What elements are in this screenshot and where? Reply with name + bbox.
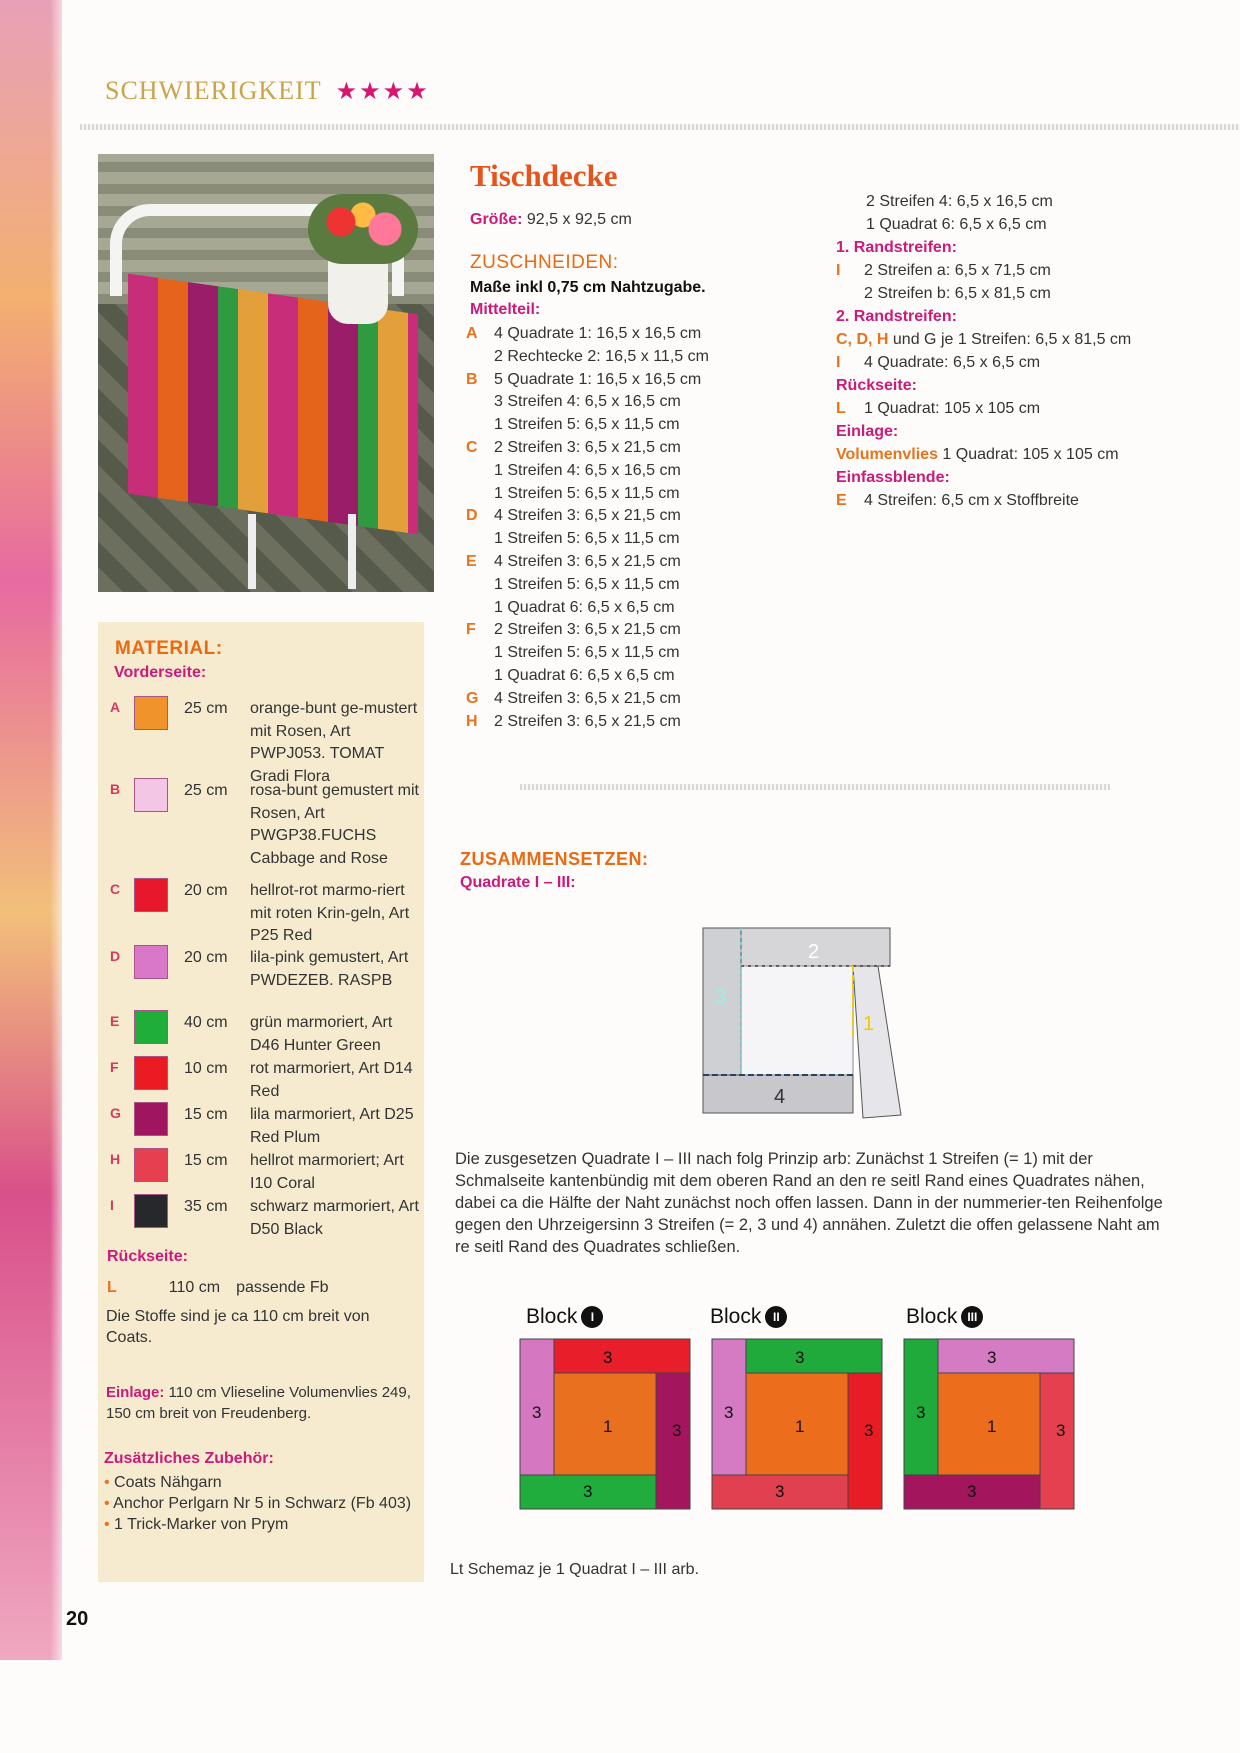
- assembly-text: Die zusgesetzen Quadrate I – III nach folg Prinzip arb: Zunächst 1 Streifen (= 1) mit der Schmalseite kantenbündig mit dem oberen Rand an den re seitl Rand eines Quadrates nähen, dabei ca die Hälfte der Naht zunächst noch offen lassen. Dann in der nummerier-ten Reihenfolge gegen den Uhrzeigersinn 3 Streifen (= 2, 3 und 4) annähen. Zuletzt die offen gelassene Naht am re seitl Rand des Quadrates schließen.: [455, 1150, 1163, 1256]
- block-strip-right: [848, 1373, 882, 1509]
- extras-item: • Anchor Perlgarn Nr 5 in Schwarz (Fb 403): [104, 1495, 412, 1512]
- material-desc: hellrot marmoriert; Art I10 Coral: [250, 1152, 404, 1192]
- cut-line: E 4 Streifen 3: 6,5 x 21,5 cm: [466, 553, 681, 570]
- block-label: Block II: [710, 1305, 787, 1329]
- material-letter: B: [110, 781, 121, 797]
- fabric-swatch: [134, 1148, 168, 1182]
- col2-line: 1 Quadrat 6: 6,5 x 6,5 cm: [866, 216, 1047, 233]
- block-piece-label: 3: [987, 1348, 997, 1367]
- diagram-label-3: 3: [715, 986, 727, 1008]
- insert-note: [106, 1382, 416, 1424]
- material-letter: A: [110, 699, 121, 715]
- material-amount: 15 cm: [184, 1106, 228, 1123]
- top-divider: [80, 124, 1240, 130]
- cut-line: G 4 Streifen 3: 6,5 x 21,5 cm: [466, 689, 681, 707]
- decorative-side-strip: [0, 0, 62, 1660]
- material-back-heading: Rückseite:: [107, 1248, 188, 1265]
- border2-heading: 2. Randstreifen:: [836, 308, 957, 325]
- block-piece-label: 3: [724, 1403, 734, 1422]
- binding-line: E 4 Streifen: 6,5 cm x Stoffbreite: [836, 492, 1079, 509]
- material-back-desc: passende Fb: [236, 1279, 329, 1296]
- cut-line: 1 Streifen 5: 6,5 x 11,5 cm: [494, 416, 680, 434]
- border1-heading: 1. Randstreifen:: [836, 239, 957, 256]
- block-label: Block III: [906, 1305, 983, 1329]
- difficulty-label: SCHWIERIGKEIT: [105, 76, 322, 105]
- fabric-swatch: [134, 1010, 168, 1044]
- block-strip-top: [938, 1339, 1074, 1373]
- cut-line: C 2 Streifen 3: 6,5 x 21,5 cm: [466, 439, 681, 456]
- border2-line: I 4 Quadrate: 6,5 x 6,5 cm: [836, 354, 1041, 371]
- block-strip-top: [746, 1339, 882, 1373]
- block-piece-label: 1: [603, 1417, 613, 1436]
- mid-divider: [520, 784, 1110, 790]
- size-value: 92,5 x 92,5 cm: [526, 211, 632, 228]
- cut-line: 3 Streifen 4: 6,5 x 16,5 cm: [494, 393, 681, 411]
- size-label: Größe:: [470, 211, 523, 228]
- fabric-swatch: [134, 1056, 168, 1090]
- difficulty-header: [105, 76, 430, 106]
- material-amount: 35 cm: [184, 1198, 228, 1215]
- front-heading: Vorderseite:: [114, 664, 207, 681]
- block-piece-label: 3: [583, 1482, 593, 1501]
- footer-text: Lt Schemaz je 1 Quadrat I – III arb.: [450, 1561, 700, 1578]
- cut-line: H 2 Streifen 3: 6,5 x 21,5 cm: [466, 712, 681, 730]
- material-desc: schwarz marmoriert, Art D50 Black: [250, 1198, 419, 1238]
- center-heading: Mittelteil:: [470, 301, 541, 318]
- cut-line: 1 Streifen 5: 6,5 x 11,5 cm: [494, 644, 680, 662]
- block-piece-label: 3: [916, 1403, 926, 1422]
- fabric-swatch: [134, 778, 168, 812]
- block-label: Block I: [526, 1305, 603, 1329]
- binding-heading: Einfassblende:: [836, 469, 950, 486]
- cut-line: 1 Streifen 5: 6,5 x 11,5 cm: [494, 530, 680, 548]
- material-desc: hellrot-rot marmo-riert mit roten Krin-geln, Art P25 Red: [250, 882, 410, 944]
- photo-table-leg: [248, 514, 256, 589]
- material-amount: 10 cm: [184, 1060, 228, 1077]
- cut-line: F 2 Streifen 3: 6,5 x 21,5 cm: [466, 621, 681, 639]
- cut-line: 1 Streifen 5: 6,5 x 11,5 cm: [494, 484, 680, 502]
- block-2: [710, 1337, 884, 1511]
- fabric-swatch: [134, 1102, 168, 1136]
- block-piece-label: 3: [1056, 1421, 1066, 1440]
- back-heading: Rückseite:: [836, 377, 917, 394]
- diagram-label-1: 1: [863, 1013, 875, 1035]
- insert-label: Einlage:: [106, 1384, 165, 1401]
- block-piece-label: 3: [603, 1348, 613, 1367]
- material-desc: rosa-bunt gemustert mit Rosen, Art PWGP38.FUCHS Cabbage and Rose: [250, 782, 419, 867]
- assembly-diagram: [700, 925, 910, 1125]
- diagram-label-4: 4: [774, 1086, 786, 1108]
- border1-line: 2 Streifen b: 6,5 x 81,5 cm: [864, 285, 1051, 302]
- photo-table-leg: [348, 514, 356, 589]
- block-1: [518, 1337, 692, 1511]
- material-letter: I: [110, 1197, 114, 1213]
- material-amount: 20 cm: [184, 949, 228, 966]
- material-amount: 40 cm: [184, 1014, 228, 1031]
- col2-line: 2 Streifen 4: 6,5 x 16,5 cm: [866, 193, 1053, 210]
- material-desc: grün marmoriert, Art D46 Hunter Green: [250, 1014, 393, 1054]
- material-amount: 25 cm: [184, 782, 228, 799]
- size-line: [470, 208, 632, 231]
- block-piece-label: 1: [795, 1417, 805, 1436]
- page-title: Tischdecke: [470, 158, 618, 193]
- cut-line: D 4 Streifen 3: 6,5 x 21,5 cm: [466, 507, 681, 525]
- extras-item: • 1 Trick-Marker von Prym: [104, 1516, 289, 1533]
- cut-line: 1 Quadrat 6: 6,5 x 6,5 cm: [494, 667, 675, 684]
- material-desc: lila marmoriert, Art D25 Red Plum: [250, 1106, 414, 1146]
- material-letter: C: [110, 881, 121, 897]
- cut-note: Maße inkl 0,75 cm Nahtzugabe.: [470, 279, 706, 296]
- cut-heading: ZUSCHNEIDEN:: [470, 252, 619, 273]
- cut-line: A 4 Quadrate 1: 16,5 x 16,5 cm: [466, 325, 702, 342]
- block-strip-right: [656, 1373, 690, 1509]
- material-back-letter: L: [107, 1279, 117, 1296]
- difficulty-stars: ★★★★: [335, 79, 430, 105]
- block-piece-label: 3: [795, 1348, 805, 1367]
- material-letter: E: [110, 1013, 120, 1029]
- cut-line: 1 Quadrat 6: 6,5 x 6,5 cm: [494, 598, 675, 616]
- fabric-swatch: [134, 878, 168, 912]
- insert-line: Volumenvlies 1 Quadrat: 105 x 105 cm: [836, 446, 1119, 463]
- material-amount: 25 cm: [184, 700, 228, 717]
- block-3: [902, 1337, 1076, 1511]
- block-piece-label: 3: [532, 1403, 542, 1422]
- material-amount: 20 cm: [184, 882, 228, 899]
- border2-line: C, D, H und G je 1 Streifen: 6,5 x 81,5 cm: [836, 331, 1132, 348]
- fabric-swatch: [134, 945, 168, 979]
- material-letter: F: [110, 1059, 119, 1075]
- back-line: L 1 Quadrat: 105 x 105 cm: [836, 400, 1041, 417]
- page-number: 20: [66, 1608, 89, 1630]
- material-letter: G: [110, 1105, 121, 1121]
- block-piece-label: 3: [864, 1421, 874, 1440]
- photo-flowers: [308, 194, 418, 264]
- cut-line: B 5 Quadrate 1: 16,5 x 16,5 cm: [466, 370, 702, 388]
- cut-line: 2 Rechtecke 2: 16,5 x 11,5 cm: [494, 347, 709, 365]
- insert-text: 110 cm Vlieseline Volumenvlies 249, 150 cm breit von Freudenberg.: [106, 1384, 411, 1422]
- material-letter: D: [110, 948, 121, 964]
- extras-list: [104, 1472, 414, 1535]
- strip-1: [853, 966, 901, 1118]
- material-desc: orange-bunt ge-mustert mit Rosen, Art PWPJ053. TOMAT Gradi Flora: [250, 700, 418, 785]
- block-piece-label: 1: [987, 1417, 997, 1436]
- block-strip-right: [1040, 1373, 1074, 1509]
- material-back-amount: 110 cm: [168, 1279, 221, 1296]
- block-piece-label: 3: [775, 1482, 785, 1501]
- material-amount: 15 cm: [184, 1152, 228, 1169]
- block-strip-top: [554, 1339, 690, 1373]
- center-square: [741, 966, 853, 1075]
- block-number: II: [765, 1306, 787, 1328]
- material-letter: H: [110, 1151, 121, 1167]
- block-number: I: [581, 1306, 603, 1328]
- material-back-row: [107, 1276, 329, 1299]
- assembly-heading: ZUSAMMENSETZEN:: [460, 849, 649, 869]
- extras-heading: Zusätzliches Zubehör:: [104, 1450, 274, 1467]
- border1-line: I 2 Streifen a: 6,5 x 71,5 cm: [836, 262, 1051, 279]
- fabric-swatch: [134, 1194, 168, 1228]
- fabric-swatch: [134, 696, 168, 730]
- extras-item: • Coats Nähgarn: [104, 1474, 222, 1491]
- material-desc: lila-pink gemustert, Art PWDEZEB. RASPB: [250, 949, 409, 989]
- block-piece-label: 3: [967, 1482, 977, 1501]
- material-desc: rot marmoriert, Art D14 Red: [250, 1060, 413, 1100]
- material-note: Die Stoffe sind je ca 110 cm breit von Coats.: [106, 1308, 370, 1346]
- cut-line: 1 Streifen 4: 6,5 x 16,5 cm: [494, 461, 681, 479]
- block-number: III: [961, 1306, 983, 1328]
- cut-line: 1 Streifen 5: 6,5 x 11,5 cm: [494, 575, 680, 593]
- diagram-label-2: 2: [808, 941, 820, 963]
- block-piece-label: 3: [672, 1421, 682, 1440]
- insert-heading: Einlage:: [836, 423, 899, 440]
- assembly-sub: Quadrate I – III:: [460, 874, 576, 891]
- material-heading: MATERIAL:: [115, 638, 223, 659]
- tablecloth-photo: [98, 154, 434, 592]
